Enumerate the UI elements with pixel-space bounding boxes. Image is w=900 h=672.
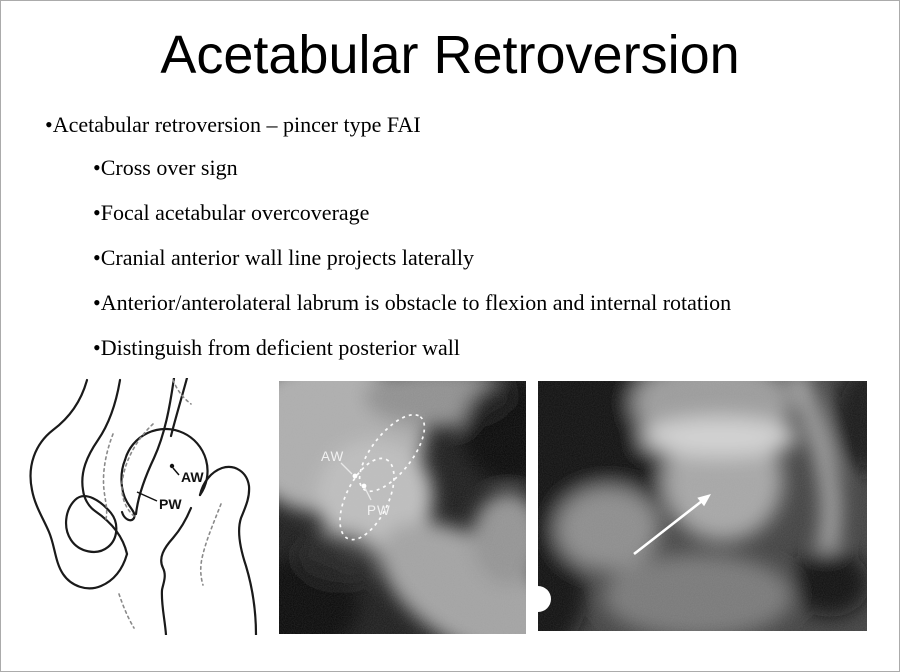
- bullet-level1: •Acetabular retroversion – pincer type FAI: [45, 112, 421, 137]
- xray2-grain-texture: [538, 381, 867, 631]
- pelvic-brim-inner-line: [82, 380, 127, 554]
- pw-label-diagram: PW: [159, 496, 182, 512]
- obturator-foramen: [66, 496, 116, 552]
- ischium-dotted-line: [119, 594, 134, 628]
- femur-inner-outline: [161, 508, 191, 635]
- bullet-sub-2: •Focal acetabular overcoverage: [93, 200, 370, 225]
- pw-dot-xray: [362, 484, 367, 489]
- xray-grain-texture: [279, 381, 526, 634]
- figure-hip-line-diagram: [23, 378, 271, 635]
- femur-outer-outline: [200, 467, 256, 635]
- bullet-sub-3: •Cranial anterior wall line projects laterally: [93, 245, 474, 270]
- pw-label-xray: PW: [367, 503, 391, 518]
- xray-crossover-svg: [279, 381, 526, 634]
- bullet-sub-5: •Distinguish from deficient posterior wall: [93, 335, 460, 360]
- figure-xray-crossover-sign: [279, 381, 526, 634]
- aw-label-xray: AW: [321, 449, 345, 464]
- femoral-head-circle: [125, 429, 208, 495]
- xray-arrow-svg: [538, 381, 867, 631]
- acetabular-fossa-hook: [121, 460, 134, 520]
- bone-outlines: [31, 378, 256, 635]
- aw-pointer-dot: [170, 464, 174, 468]
- aw-pointer-line: [173, 468, 179, 475]
- bullet-sub-4: •Anterior/anterolateral labrum is obstacle to flexion and internal rotation: [93, 290, 732, 315]
- aw-label-diagram: AW: [181, 469, 204, 485]
- bullet-sub-1: •Cross over sign: [93, 155, 238, 180]
- aw-dot-xray: [353, 474, 358, 479]
- femur-neck-dotted-line: [201, 504, 221, 585]
- figure-xray-arrow: [538, 381, 867, 631]
- hip-diagram-svg: [23, 378, 271, 635]
- slide-title: Acetabular Retroversion: [160, 25, 740, 85]
